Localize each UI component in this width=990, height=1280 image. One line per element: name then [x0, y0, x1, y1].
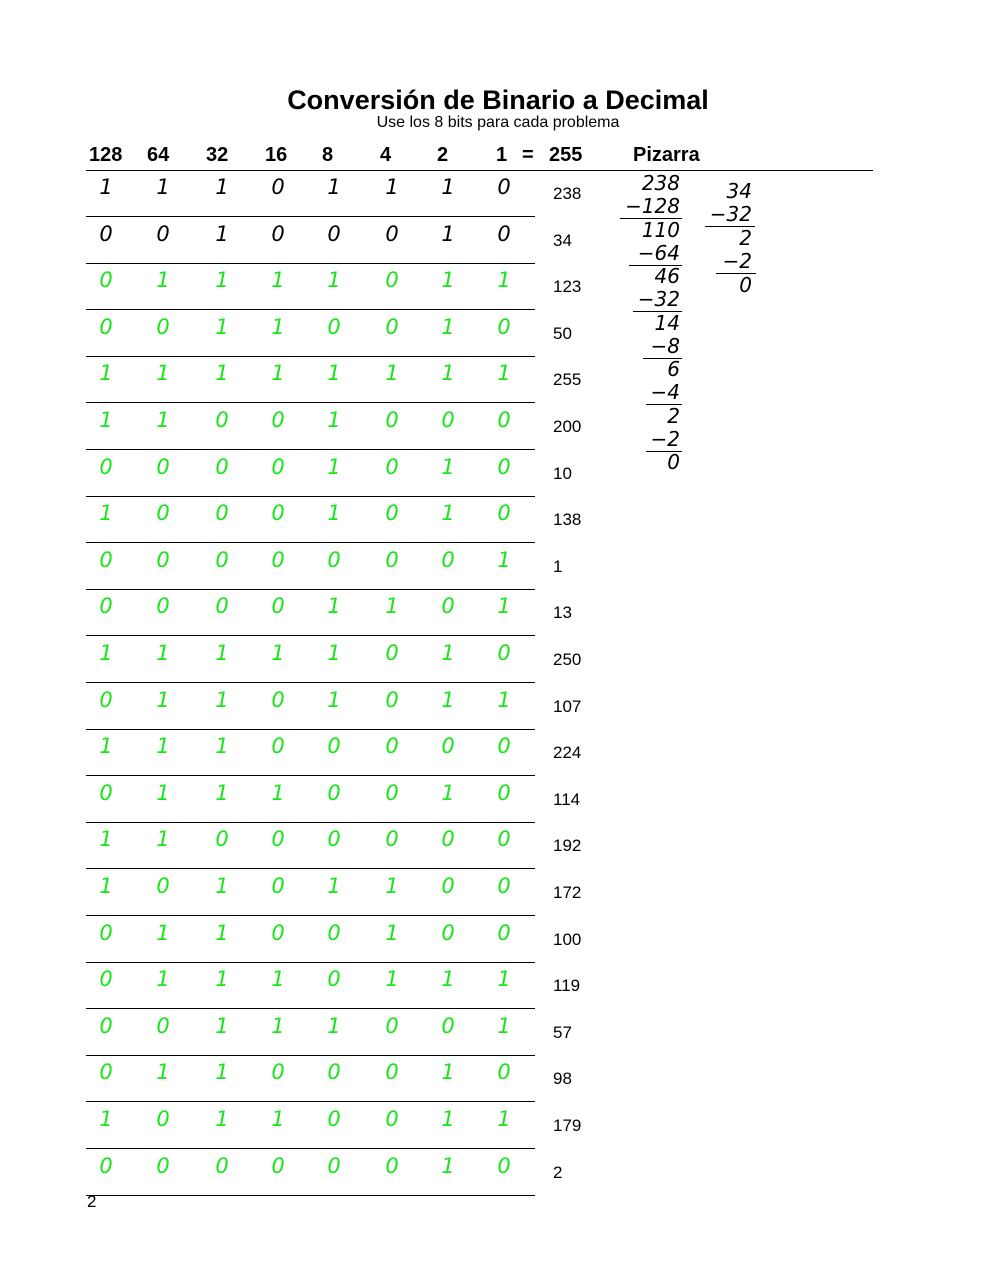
- bit-answer: 1: [441, 1153, 455, 1178]
- bit-answer: 1: [327, 175, 341, 199]
- bit-answer: 0: [156, 1013, 170, 1038]
- bit-answer: 0: [385, 268, 399, 293]
- bit-answer: 1: [271, 967, 285, 992]
- bit-answer: 0: [99, 454, 113, 479]
- bit-answer: 1: [385, 967, 399, 992]
- bit-answer: 0: [327, 1107, 341, 1131]
- bit-answer: 1: [497, 1107, 511, 1131]
- bit-answer: 1: [156, 641, 170, 665]
- answer-line: [86, 1101, 535, 1102]
- header-rule: [86, 170, 873, 171]
- answer-line: [86, 775, 535, 776]
- bit-answer: 0: [327, 967, 341, 992]
- problem-row: [86, 778, 606, 824]
- bit-answer: 0: [156, 1153, 170, 1178]
- bit-answer: 1: [385, 361, 399, 386]
- bit-answer: 0: [99, 920, 113, 945]
- bit-answer: 1: [271, 780, 285, 805]
- scratch-number: 2: [739, 226, 752, 250]
- bit-answer: 0: [156, 314, 170, 339]
- bit-answer: 0: [385, 1013, 399, 1038]
- bit-answer: 0: [215, 594, 229, 619]
- answer-line: [86, 263, 535, 264]
- bit-answer: 0: [441, 734, 455, 759]
- answer-line: [86, 542, 535, 543]
- bit-answer: 0: [271, 734, 285, 759]
- scratch-label: Pizarra: [633, 144, 700, 166]
- bit-answer: 1: [441, 780, 455, 805]
- bit-answer: 0: [385, 827, 399, 852]
- bit-answer: 0: [215, 547, 229, 572]
- bit-answer: 0: [497, 1153, 511, 1178]
- bit-answer: 0: [327, 547, 341, 572]
- page-number: 2: [87, 1192, 97, 1211]
- problem-row: [86, 405, 606, 451]
- bit-answer: 0: [385, 641, 399, 665]
- bit-answer: 0: [497, 734, 511, 759]
- header-bit-16: 16: [265, 144, 288, 166]
- answer-line: [86, 915, 535, 916]
- bit-answer: 1: [327, 361, 341, 386]
- bit-answer: 1: [385, 594, 399, 619]
- problem-row: [86, 824, 606, 870]
- header-bit-8: 8: [322, 144, 334, 166]
- bit-answer: 0: [497, 221, 511, 246]
- bit-answer: 0: [215, 827, 229, 852]
- bit-answer: 1: [156, 687, 170, 712]
- bit-answer: 0: [99, 1060, 113, 1085]
- bit-answer: 0: [385, 687, 399, 712]
- scratch-number: 14: [654, 311, 680, 335]
- bit-answer: 0: [271, 408, 285, 432]
- answer-line: [86, 635, 535, 636]
- bit-answer: 0: [99, 314, 113, 339]
- bit-answer: 0: [271, 454, 285, 479]
- bit-answer: 1: [99, 361, 113, 386]
- bit-answer: 0: [385, 547, 399, 572]
- bit-answer: 0: [497, 314, 511, 339]
- bit-answer: 1: [385, 175, 399, 199]
- bit-answer: 1: [215, 920, 229, 945]
- bit-answer: 0: [497, 175, 511, 199]
- bit-answer: 0: [156, 454, 170, 479]
- bit-answer: 1: [99, 874, 113, 898]
- problem-row: [86, 1104, 606, 1150]
- bit-answer: 1: [497, 1013, 511, 1038]
- bit-answer: 1: [327, 268, 341, 293]
- bit-answer: 1: [271, 1107, 285, 1131]
- bit-answer: 1: [441, 641, 455, 665]
- scratch-number: −4: [650, 380, 680, 404]
- bit-answer: 0: [271, 1153, 285, 1178]
- header-total: 255: [549, 144, 583, 166]
- bit-answer: 0: [271, 874, 285, 898]
- bit-answer: 1: [327, 1013, 341, 1038]
- bit-answer: 0: [99, 967, 113, 992]
- answer-line: [86, 1008, 535, 1009]
- bit-answer: 1: [156, 408, 170, 432]
- decimal-value: 123: [553, 277, 582, 297]
- bit-answer: 1: [441, 454, 455, 479]
- header-bit-2: 2: [437, 144, 449, 166]
- page-title: Conversión de Binario a Decimal: [287, 85, 709, 115]
- answer-line: [86, 1195, 535, 1196]
- problem-row: [86, 1151, 606, 1197]
- decimal-value: 255: [553, 370, 582, 390]
- bit-answer: 0: [385, 780, 399, 805]
- bit-answer: 0: [327, 1060, 341, 1085]
- bit-answer: 0: [215, 501, 229, 526]
- decimal-value: 50: [553, 323, 572, 343]
- decimal-value: 2: [553, 1162, 563, 1182]
- bit-answer: 1: [156, 268, 170, 293]
- bit-answer: 1: [156, 920, 170, 945]
- bit-answer: 0: [385, 1107, 399, 1131]
- bit-answer: 1: [497, 268, 511, 293]
- answer-line: [86, 496, 535, 497]
- bit-answer: 1: [441, 361, 455, 386]
- bit-answer: 1: [156, 1060, 170, 1085]
- bit-answer: 0: [156, 1107, 170, 1131]
- problem-row: [86, 638, 606, 684]
- decimal-value: 192: [553, 836, 582, 856]
- bit-answer: 0: [441, 594, 455, 619]
- decimal-value: 200: [553, 417, 582, 436]
- decimal-value: 100: [553, 929, 582, 949]
- header-bit-64: 64: [147, 144, 170, 166]
- bit-answer: 0: [327, 1153, 341, 1178]
- bit-answer: 1: [441, 1107, 455, 1131]
- bit-answer: 1: [99, 501, 113, 526]
- answer-line: [86, 868, 535, 869]
- bit-answer: 0: [497, 827, 511, 852]
- decimal-value: 10: [553, 463, 572, 483]
- scratch-number: 6: [667, 357, 680, 381]
- problem-row: [86, 172, 606, 218]
- bit-answer: 0: [156, 221, 170, 246]
- scratch-number: 238: [641, 171, 680, 195]
- problem-row: [86, 591, 606, 637]
- bit-answer: 1: [271, 1013, 285, 1038]
- bit-answer: 0: [271, 827, 285, 852]
- bit-answer: 1: [327, 454, 341, 479]
- bit-answer: 1: [441, 221, 455, 246]
- bit-answer: 0: [271, 547, 285, 572]
- bit-answer: 0: [99, 547, 113, 572]
- bit-answer: 0: [497, 641, 511, 665]
- decimal-value: 250: [553, 650, 582, 669]
- bit-answer: 0: [385, 408, 399, 432]
- scratch-number: −32: [709, 202, 752, 226]
- decimal-value: 107: [553, 696, 582, 716]
- header-bit-128: 128: [89, 144, 123, 166]
- bit-answer: 1: [156, 967, 170, 992]
- bit-answer: 1: [497, 594, 511, 619]
- bit-answer: 0: [497, 454, 511, 479]
- bit-answer: 0: [215, 1153, 229, 1178]
- bit-answer: 1: [271, 314, 285, 339]
- bit-answer: 1: [441, 501, 455, 526]
- answer-line: [86, 729, 535, 730]
- bit-answer: 0: [156, 594, 170, 619]
- problem-row: [86, 685, 606, 731]
- bit-answer: 0: [327, 314, 341, 339]
- bit-answer: 0: [327, 734, 341, 759]
- problem-row: [86, 918, 606, 964]
- bit-answer: 1: [385, 874, 399, 898]
- bit-answer: 0: [385, 454, 399, 479]
- bit-answer: 1: [156, 361, 170, 386]
- bit-answer: 0: [271, 175, 285, 199]
- problem-row: [86, 358, 606, 404]
- bit-answer: 1: [99, 175, 113, 199]
- answer-line: [86, 402, 535, 403]
- problem-row: [86, 312, 606, 358]
- decimal-value: 224: [553, 743, 582, 763]
- bit-answer: 1: [271, 641, 285, 665]
- bit-answer: 1: [441, 268, 455, 293]
- bit-answer: 0: [327, 920, 341, 945]
- bit-answer: 0: [385, 1060, 399, 1085]
- bit-answer: 0: [497, 874, 511, 898]
- bit-answer: 1: [215, 1107, 229, 1131]
- bit-answer: 1: [99, 734, 113, 759]
- bit-answer: 0: [441, 408, 455, 432]
- answer-line: [86, 1055, 535, 1056]
- page-subtitle: Use los 8 bits para cada problema: [376, 114, 620, 131]
- bit-answer: 1: [327, 641, 341, 665]
- header-bit-1: 1: [496, 144, 508, 166]
- answer-line: [86, 962, 535, 963]
- bit-answer: 1: [385, 920, 399, 945]
- bit-answer: 1: [327, 408, 341, 432]
- decimal-value: 1: [553, 556, 563, 576]
- problem-row: [86, 871, 606, 917]
- bit-answer: 0: [271, 920, 285, 945]
- bit-answer: 0: [99, 594, 113, 619]
- bit-answer: 0: [156, 874, 170, 898]
- header-bit-4: 4: [380, 144, 392, 166]
- bit-answer: 1: [215, 268, 229, 293]
- decimal-value: 119: [553, 976, 581, 996]
- decimal-value: 238: [553, 184, 582, 203]
- bit-answer: 0: [441, 547, 455, 572]
- bit-answer: 0: [271, 221, 285, 246]
- problem-row: [86, 219, 606, 265]
- answer-line: [86, 822, 535, 823]
- bit-answer: 1: [99, 408, 113, 432]
- bit-answer: 1: [497, 967, 511, 992]
- bit-answer: 0: [497, 408, 511, 432]
- scratch-number: −128: [625, 194, 680, 218]
- answer-line: [86, 356, 535, 357]
- problem-row: [86, 964, 606, 1010]
- bit-answer: 1: [156, 780, 170, 805]
- bit-answer: 1: [327, 687, 341, 712]
- bit-answer: 0: [327, 827, 341, 852]
- bit-answer: 0: [99, 1013, 113, 1038]
- bit-answer: 0: [156, 501, 170, 526]
- bit-answer: 1: [215, 175, 229, 199]
- bit-answer: 1: [497, 361, 511, 386]
- decimal-value: 172: [553, 883, 582, 902]
- bit-answer: 0: [271, 501, 285, 526]
- problem-row: [86, 1011, 606, 1057]
- answer-line: [86, 589, 535, 590]
- scratch-number: 2: [667, 404, 680, 428]
- problem-row: [86, 545, 606, 591]
- decimal-value: 114: [553, 789, 581, 809]
- bit-answer: 0: [441, 920, 455, 945]
- decimal-value: 57: [553, 1022, 572, 1042]
- bit-answer: 1: [327, 501, 341, 526]
- scratch-number: −2: [650, 427, 680, 451]
- problem-row: [86, 1057, 606, 1103]
- bit-answer: 1: [156, 175, 170, 199]
- problem-row: [86, 452, 606, 498]
- header-bit-32: 32: [206, 144, 229, 166]
- bit-answer: 0: [271, 594, 285, 619]
- bit-answer: 1: [441, 687, 455, 712]
- scratch-number: 0: [667, 450, 680, 474]
- bit-answer: 1: [327, 594, 341, 619]
- bit-answer: 1: [215, 967, 229, 992]
- bit-answer: 1: [156, 734, 170, 759]
- bit-answer: 0: [99, 268, 113, 293]
- bit-answer: 0: [441, 827, 455, 852]
- bit-answer: 0: [497, 1060, 511, 1085]
- bit-answer: 1: [156, 827, 170, 852]
- bit-answer: 0: [215, 454, 229, 479]
- bit-answer: 1: [215, 874, 229, 898]
- bit-answer: 0: [385, 314, 399, 339]
- bit-answer: 1: [215, 641, 229, 665]
- scratch-number: 110: [641, 218, 680, 242]
- answer-line: [86, 216, 535, 217]
- bit-answer: 1: [441, 1060, 455, 1085]
- bit-answer: 1: [215, 780, 229, 805]
- bit-answer: 0: [385, 1153, 399, 1178]
- decimal-value: 98: [553, 1069, 572, 1089]
- bit-answer: 1: [99, 641, 113, 665]
- bit-answer: 1: [441, 175, 455, 199]
- bit-answer: 0: [271, 687, 285, 712]
- bit-answer: 0: [271, 1060, 285, 1085]
- bit-answer: 0: [497, 501, 511, 526]
- bit-answer: 0: [385, 734, 399, 759]
- bit-answer: 0: [215, 408, 229, 432]
- scratch-number: −64: [637, 241, 680, 265]
- problem-row: [86, 265, 606, 311]
- problem-row: [86, 731, 606, 777]
- bit-answer: 0: [327, 780, 341, 805]
- header-equals: =: [522, 144, 534, 166]
- bit-answer: 1: [215, 361, 229, 386]
- bit-answer: 0: [441, 1013, 455, 1038]
- answer-line: [86, 1148, 535, 1149]
- bit-answer: 1: [327, 874, 341, 898]
- bit-answer: 0: [497, 780, 511, 805]
- bit-answer: 0: [327, 221, 341, 246]
- bit-answer: 0: [385, 501, 399, 526]
- scratch-number: −8: [650, 334, 680, 358]
- decimal-value: 138: [553, 510, 582, 530]
- bit-answer: 1: [271, 268, 285, 293]
- bit-answer: 1: [497, 687, 511, 712]
- decimal-value: 13: [553, 603, 572, 623]
- answer-line: [86, 309, 535, 310]
- scratch-number: 0: [739, 273, 752, 297]
- answer-line: [86, 449, 535, 450]
- bit-answer: 1: [497, 547, 511, 572]
- decimal-value: 34: [553, 230, 572, 250]
- bit-answer: 0: [497, 920, 511, 945]
- scratch-number: −32: [637, 287, 680, 311]
- bit-answer: 0: [99, 221, 113, 246]
- bit-answer: 1: [441, 314, 455, 339]
- bit-answer: 0: [99, 1153, 113, 1178]
- bit-answer: 0: [99, 687, 113, 712]
- scratch-number: 46: [654, 264, 680, 288]
- bit-answer: 0: [441, 874, 455, 898]
- decimal-value: 179: [553, 1116, 582, 1135]
- bit-answer: 0: [385, 221, 399, 246]
- bit-answer: 1: [215, 314, 229, 339]
- bit-answer: 1: [215, 1013, 229, 1038]
- bit-answer: 1: [215, 1060, 229, 1085]
- bit-answer: 1: [215, 221, 229, 246]
- bit-answer: 0: [99, 780, 113, 805]
- bit-answer: 1: [271, 361, 285, 386]
- bit-answer: 1: [441, 967, 455, 992]
- bit-answer: 1: [215, 734, 229, 759]
- problem-row: [86, 498, 606, 544]
- bit-answer: 0: [156, 547, 170, 572]
- bit-answer: 1: [99, 827, 113, 852]
- answer-line: [86, 682, 535, 683]
- bit-answer: 1: [215, 687, 229, 712]
- scratch-number: 34: [726, 179, 752, 203]
- scratch-number: −2: [722, 249, 752, 273]
- bit-answer: 1: [99, 1107, 113, 1131]
